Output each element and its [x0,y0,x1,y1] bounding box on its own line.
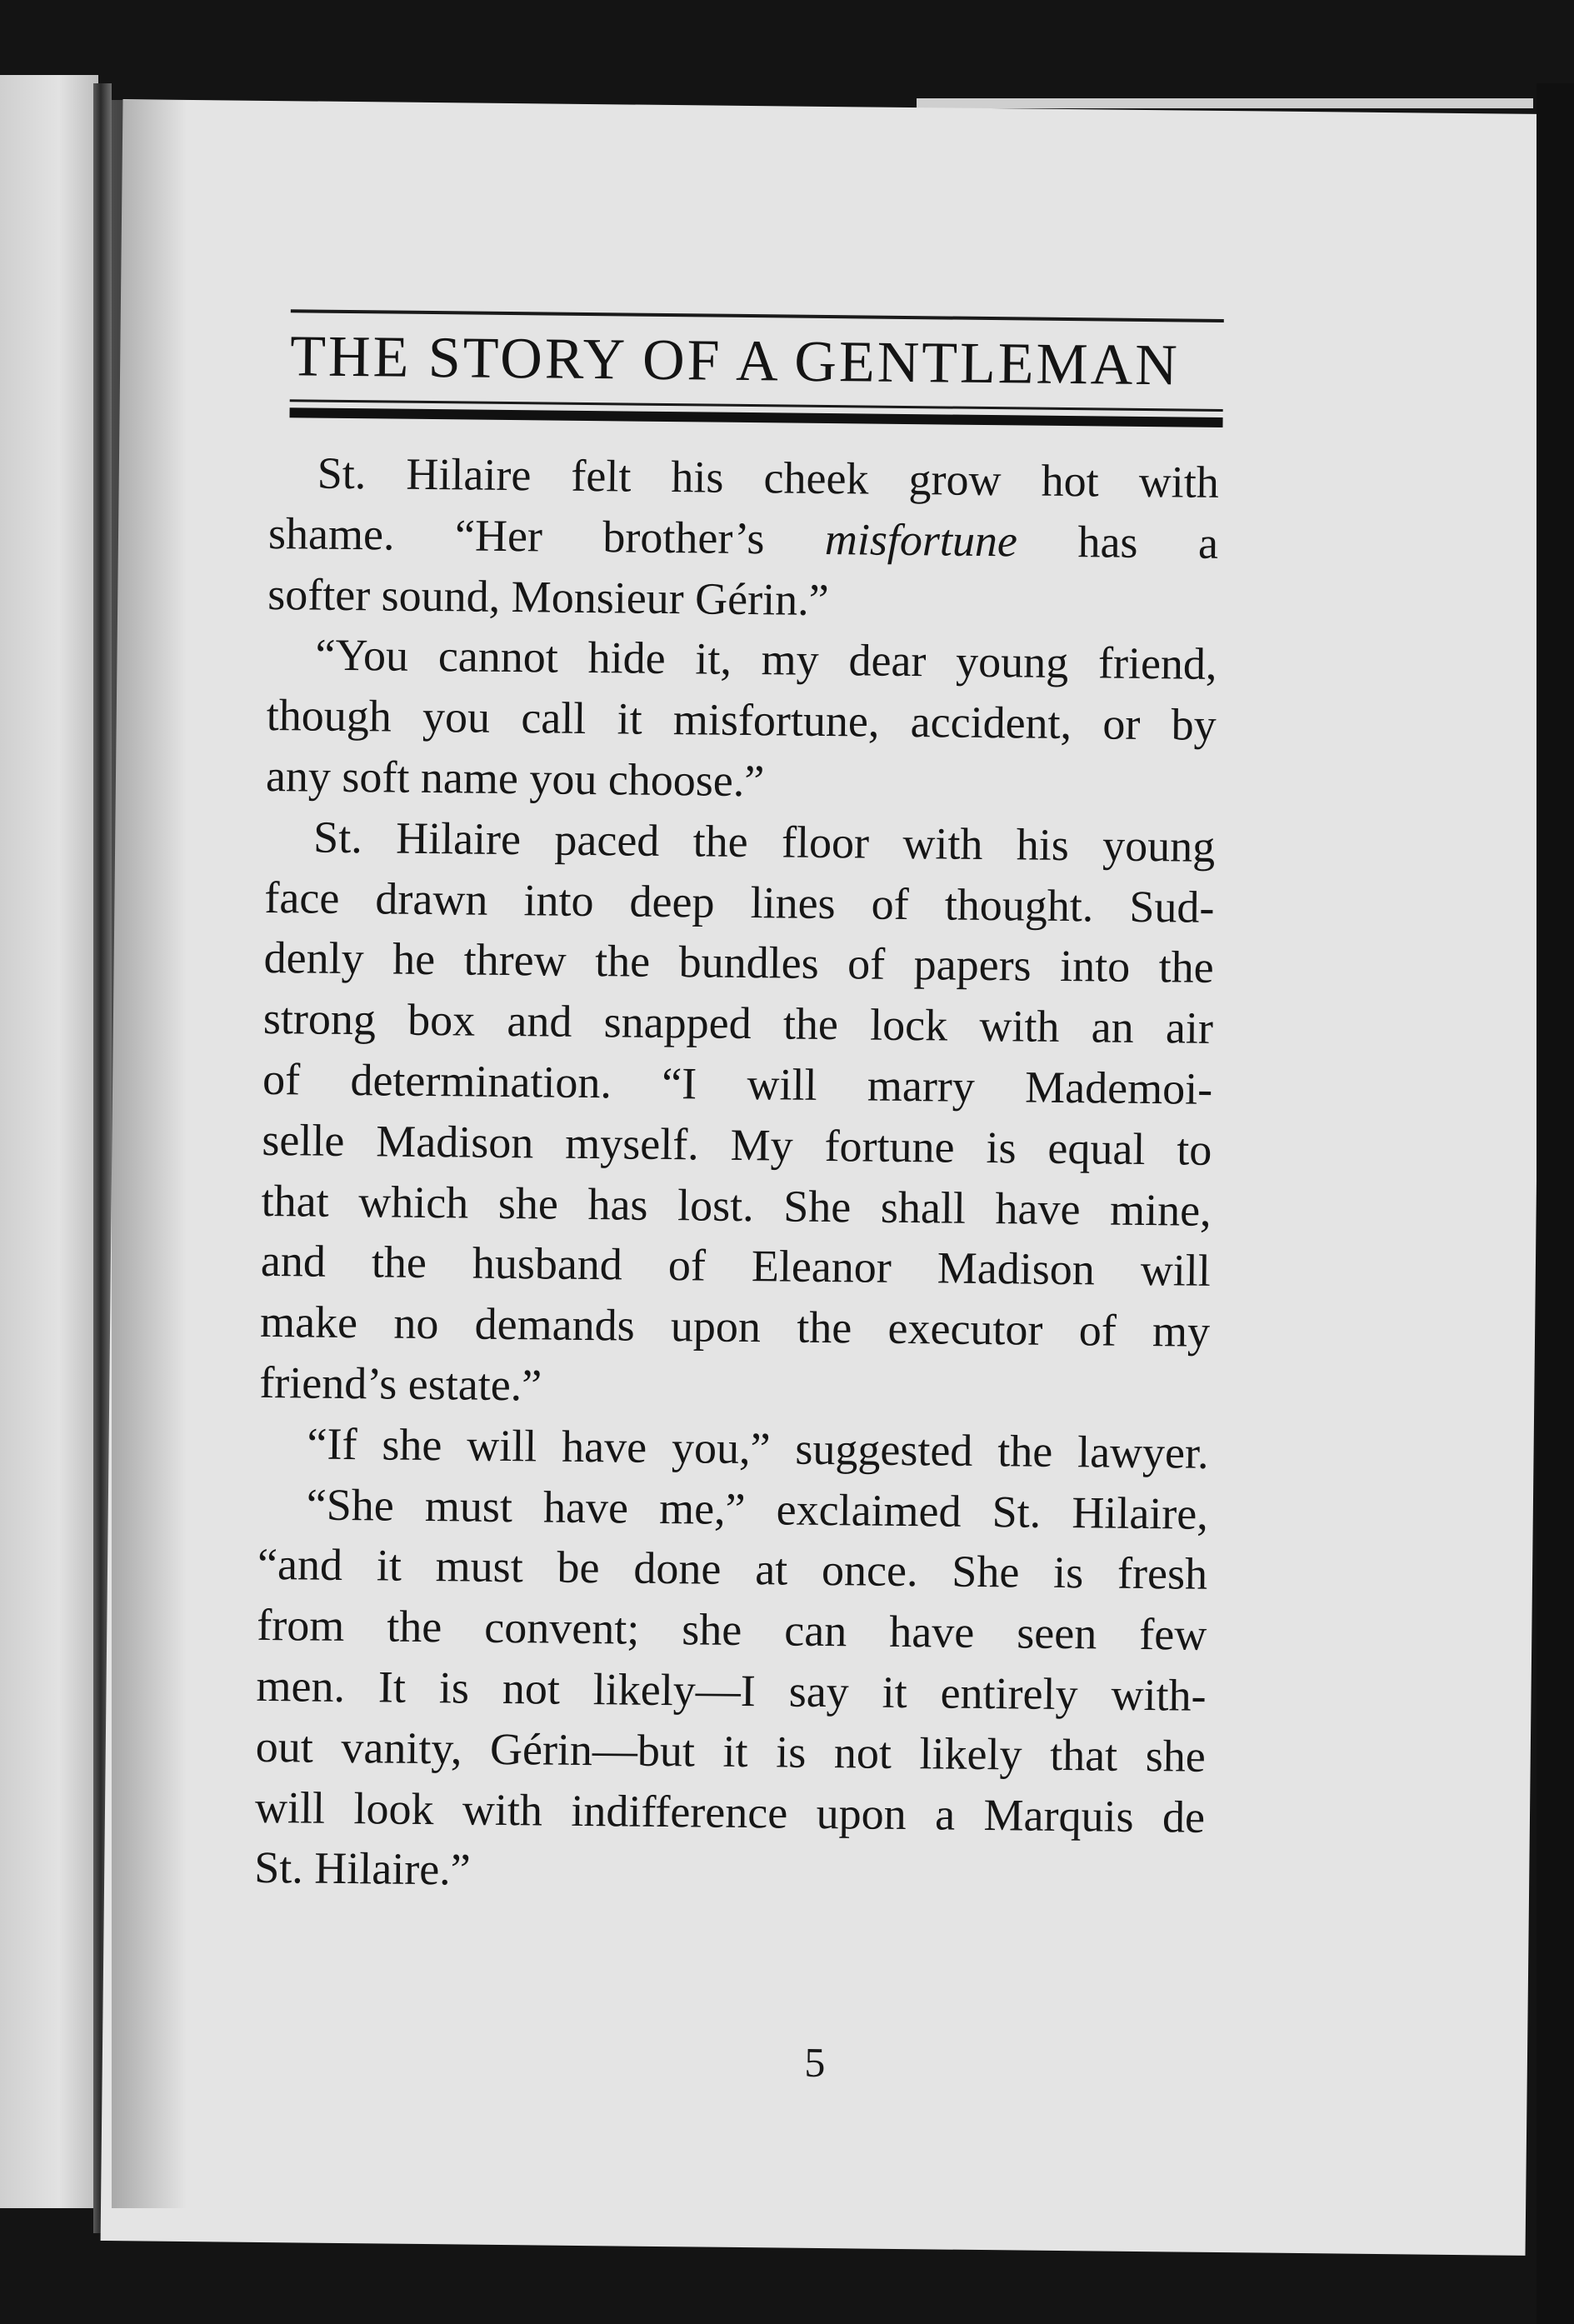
header-rule-thick [290,407,1223,427]
italic-emphasis: misfortune [824,513,1018,567]
text-line: face drawn into deep lines of thought. Sud- [264,872,1215,932]
text-line: that which she has lost. She shall have mine, [261,1175,1212,1236]
facing-page-edge [0,75,98,2208]
text-line: selle Madison myself. My fortune is equal to [262,1114,1212,1175]
text-line: St. Hilaire felt his cheek grow hot with [317,447,1220,507]
text-line: friend’s estate.” [259,1357,542,1411]
book-page [101,99,1548,2256]
text-line: St. Hilaire paced the floor with his young [312,812,1216,872]
text-line: softer sound, Monsieur Gérin.” [267,568,829,625]
text-line: St. Hilaire.” [253,1842,472,1895]
text-line: men. It is not likely—I say it entirely with- [256,1660,1207,1721]
running-head: THE STORY OF A GENTLEMAN [289,324,1181,398]
page-content [101,99,1548,2256]
text-line: from the convent; she can have seen few [257,1600,1207,1660]
text-line: strong box and snapped the lock with an air [262,993,1214,1054]
text-line-segment: has a [1017,516,1219,568]
gutter-shadow [112,100,187,2208]
text-line: any soft name you choose.” [265,750,765,807]
text-line: out vanity, Gérin—but it is not likely that she [255,1721,1207,1782]
body-text [254,442,1219,1908]
text-line [268,503,1219,574]
text-line: and the husband of Eleanor Madison will [260,1236,1212,1297]
page-number: 5 [804,2038,826,2087]
text-line: will look with indifference upon a Marquis de [254,1782,1206,1842]
scan-background-edge [1537,83,1574,2324]
text-line: “You cannot hide it, my dear young friend, [315,629,1217,690]
text-line: “If she will have you,” suggested the lawyer. [307,1418,1209,1478]
text-line: make no demands upon the executor of my [259,1297,1211,1357]
page-top-edge [917,98,1533,108]
text-line-segment: shame. “Her brother’s [267,507,826,564]
text-line: though you call it misfortune, accident, or by [266,690,1217,751]
text-line: of determination. “I will marry Mademoi- [262,1053,1213,1114]
text-line: “and it must be done at once. She is fresh [257,1539,1208,1600]
text-line: “She must have me,” exclaimed St. Hilaire, [306,1479,1209,1539]
text-line: denly he threw the bundles of papers into the [263,932,1214,993]
